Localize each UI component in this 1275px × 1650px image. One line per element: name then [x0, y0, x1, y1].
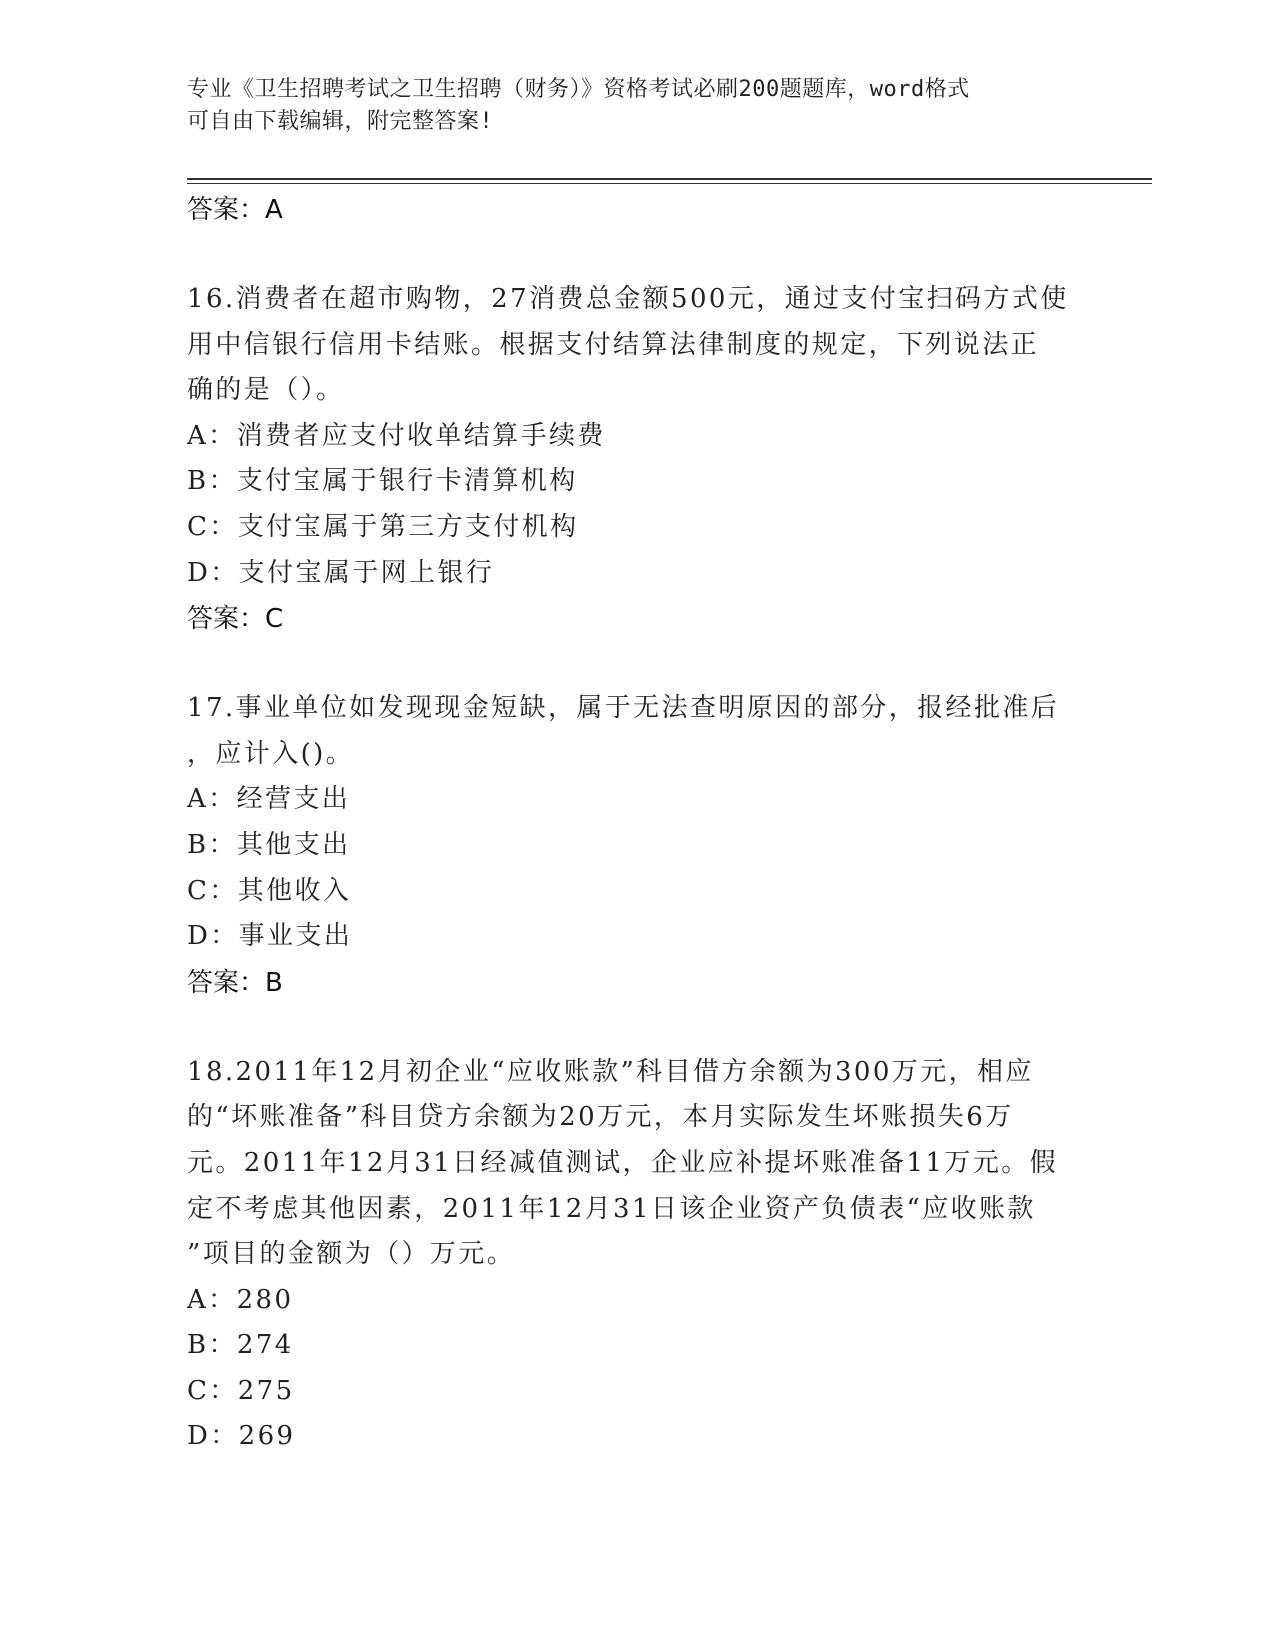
question-16-line-3: 确的是（）。 [187, 375, 345, 406]
question-16-line-1: 16.消费者在超市购物，27消费总金额500元，通过支付宝扫码方式使 [187, 284, 1069, 314]
question-18-option-d: D：269 [187, 1421, 296, 1452]
header-line-1: 专业《卫生招聘考试之卫生招聘（财务）》资格考试必刷200题题库，word格式 [187, 77, 970, 102]
question-16-answer: 答案：C [187, 604, 284, 635]
page-header [187, 74, 1067, 138]
spacer [187, 642, 1087, 686]
question-17-option-b: B：其他支出 [187, 829, 351, 860]
spacer [187, 233, 1087, 277]
previous-answer: 答案：A [187, 195, 283, 225]
question-17-option-a: A：经营支出 [187, 784, 351, 815]
question-16-option-d: D：支付宝属于网上银行 [187, 557, 495, 588]
question-16-option-b: B：支付宝属于银行卡清算机构 [187, 466, 578, 497]
question-18-line-4: 定不考虑其他因素，2011年12月31日该企业资产负债表“应收账款 [187, 1193, 1036, 1224]
question-18 [187, 1050, 1087, 1460]
header-rule-thick [187, 178, 1152, 180]
question-16-option-c: C：支付宝属于第三方支付机构 [187, 511, 579, 542]
question-16-option-a: A：消费者应支付收单结算手续费 [187, 420, 606, 451]
question-17-answer: 答案：B [187, 967, 283, 998]
question-18-line-3: 元。2011年12月31日经减值测试，企业应补提坏账准备11万元。假 [187, 1147, 1059, 1178]
question-18-line-2: 的“坏账准备”科目贷方余额为20万元，本月实际发生坏账损失6万 [187, 1102, 1014, 1133]
spacer [187, 1006, 1087, 1050]
question-17-line-1: 17.事业单位如发现现金短缺，属于无法查明原因的部分，报经批准后 [187, 693, 1060, 724]
question-17-line-2: ，应计入()。 [187, 738, 355, 769]
document-body [187, 187, 1087, 1460]
question-18-option-c: C：275 [187, 1375, 295, 1406]
question-18-option-b: B：274 [187, 1330, 294, 1361]
question-17-option-c: C：其他收入 [187, 875, 352, 906]
question-18-line-5: ”项目的金额为（）万元。 [187, 1239, 516, 1270]
question-17-option-d: D：事业支出 [187, 921, 353, 952]
question-16 [187, 277, 1087, 642]
question-17 [187, 686, 1087, 1006]
question-16-line-2: 用中信银行信用卡结账。根据支付结算法律制度的规定，下列说法正 [187, 329, 1040, 360]
header-line-2: 可自由下载编辑，附完整答案! [187, 109, 494, 134]
question-18-option-a: A：280 [187, 1284, 294, 1315]
question-18-line-1: 18.2011年12月初企业“应收账款”科目借方余额为300万元，相应 [187, 1056, 1034, 1087]
header-rule-thin [187, 183, 1152, 184]
